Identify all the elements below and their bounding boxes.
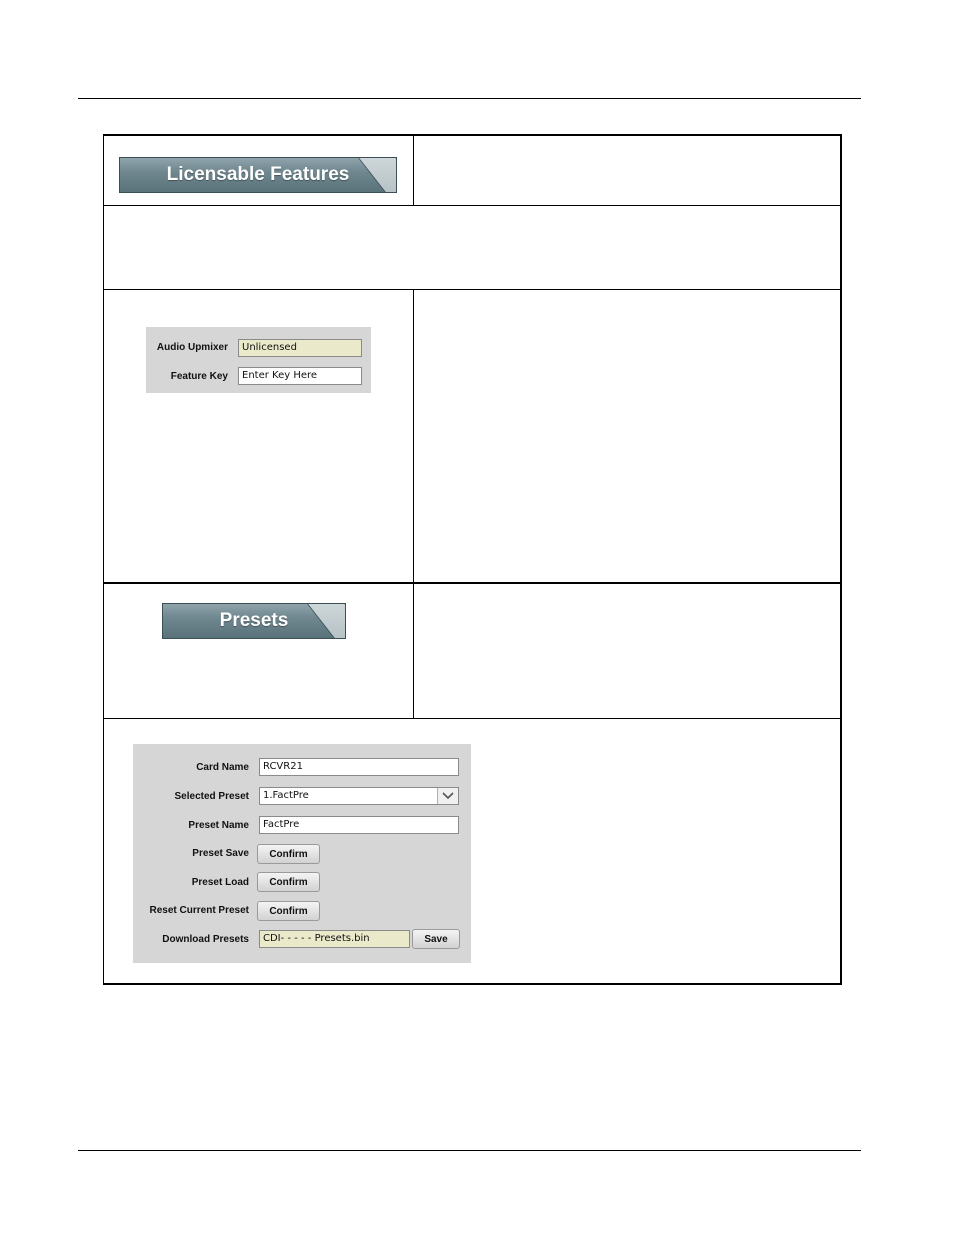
card-name-input[interactable]: RCVR21 (259, 758, 459, 776)
table-divider (103, 582, 842, 584)
preset-save-confirm-button[interactable]: Confirm (257, 844, 320, 864)
tab-label: Licensable Features (166, 164, 350, 185)
table-border-bottom (103, 983, 842, 985)
preset-save-label: Preset Save (192, 848, 249, 859)
selected-preset-label: Selected Preset (174, 791, 249, 802)
table-border-top (103, 134, 842, 136)
reset-current-preset-label: Reset Current Preset (149, 905, 249, 916)
licensable-features-tab[interactable] (119, 157, 397, 193)
download-presets-save-button[interactable]: Save (412, 929, 460, 949)
audio-upmixer-status-field: Unlicensed (238, 339, 362, 357)
preset-name-label: Preset Name (188, 820, 249, 831)
tab-label: Presets (219, 610, 289, 631)
table-border-right (840, 134, 842, 985)
selected-preset-value: 1.FactPre (263, 790, 309, 801)
preset-load-confirm-button[interactable]: Confirm (257, 872, 320, 892)
table-divider (103, 718, 842, 719)
licensing-panel (146, 327, 371, 393)
tab-corner (357, 157, 397, 193)
table-column-divider (413, 134, 414, 206)
card-name-label: Card Name (196, 762, 249, 773)
audio-upmixer-label: Audio Upmixer (156, 342, 228, 353)
table-divider (103, 289, 842, 290)
footer-rule (78, 1150, 861, 1151)
download-presets-label: Download Presets (162, 934, 249, 945)
chevron-down-icon[interactable] (437, 788, 458, 804)
table-column-divider (413, 289, 414, 719)
feature-key-input[interactable]: Enter Key Here (238, 367, 362, 385)
download-presets-filename-field[interactable]: CDI- - - - - Presets.bin (259, 930, 410, 948)
presets-panel (133, 744, 471, 963)
feature-key-label: Feature Key (170, 371, 228, 382)
selected-preset-select[interactable] (259, 787, 459, 805)
reset-current-preset-confirm-button[interactable]: Confirm (257, 901, 320, 921)
table-divider (103, 205, 842, 206)
presets-tab[interactable] (162, 603, 346, 639)
preset-name-input[interactable]: FactPre (259, 816, 459, 834)
preset-load-label: Preset Load (191, 877, 249, 888)
header-rule (78, 98, 861, 99)
table-border-left (103, 134, 104, 985)
tab-corner (306, 603, 346, 639)
